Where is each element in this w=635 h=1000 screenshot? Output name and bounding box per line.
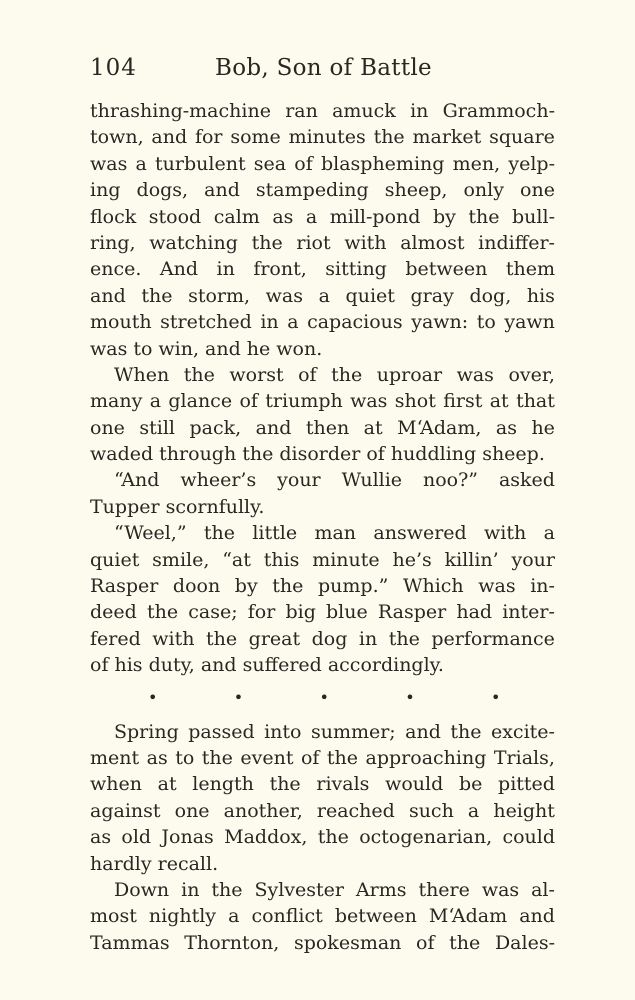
running-title: Bob, Son of Battle: [215, 55, 432, 81]
text-line: “And wheer’s your Wullie noo?” asked: [114, 469, 555, 492]
paragraph: [90, 520, 555, 678]
text-line: was to win, and he won.: [90, 337, 323, 360]
section-break-dot: •: [405, 687, 415, 707]
section-break-dot: •: [148, 687, 158, 707]
text-line: ring, watching the riot with almost indiffer-: [90, 231, 555, 254]
text-line: of his duty, and suffered accordingly.: [90, 654, 444, 677]
paragraph: [90, 467, 555, 520]
text-line: many a glance of triumph was shot first at that: [90, 390, 555, 413]
body-text: [90, 98, 555, 956]
text-line: Down in the Sylvester Arms there was al-: [114, 878, 555, 901]
text-line: ment as to the event of the approaching Trials,: [90, 746, 555, 769]
text-line: most nightly a conflict between M‘Adam and: [90, 905, 555, 928]
paragraph: [90, 877, 555, 956]
text-line: was a turbulent sea of blaspheming men, yelp-: [90, 152, 555, 175]
text-line: town, and for some minutes the market square: [90, 126, 555, 149]
text-line: one still pack, and then at M‘Adam, as he: [90, 416, 555, 439]
text-line: Tupper scornfully.: [90, 495, 265, 518]
text-line: Tammas Thornton, spokesman of the Dales-: [90, 931, 555, 954]
text-line: Spring passed into summer; and the excite-: [114, 720, 555, 743]
text-line: flock stood calm as a mill-pond by the bull-: [90, 205, 555, 228]
text-line: hardly recall.: [90, 852, 219, 875]
section-break-dot: •: [319, 687, 329, 707]
running-head: [90, 50, 555, 86]
paragraph: [90, 98, 555, 362]
text-line: when at length the rivals would be pitted: [90, 773, 555, 796]
section-break-dot: •: [491, 687, 501, 707]
text-line: thrashing-machine ran amuck in Grammoch-: [90, 100, 555, 122]
text-line: “Weel,” the little man answered with a: [114, 522, 555, 545]
text-line: mouth stretched in a capacious yawn: to yawn: [90, 311, 555, 334]
section-break: [90, 685, 555, 711]
text-line: waded through the disorder of huddling sheep.: [90, 443, 545, 466]
text-line: as old Jonas Maddox, the octogenarian, could: [90, 826, 555, 849]
paragraph: [90, 719, 555, 877]
page-number: 104: [90, 55, 137, 81]
text-line: Rasper doon by the pump.” Which was in-: [90, 575, 555, 598]
text-line: fered with the great dog in the performance: [90, 627, 555, 650]
text-line: When the worst of the uproar was over,: [114, 363, 555, 386]
text-line: and the storm, was a quiet gray dog, his: [90, 284, 555, 307]
paragraph: [90, 362, 555, 468]
text-line: quiet smile, “at this minute he’s killin’ your: [90, 548, 555, 571]
text-line: deed the case; for big blue Rasper had inter-: [90, 601, 555, 624]
text-line: ing dogs, and stampeding sheep, only one: [90, 179, 555, 202]
section-break-dot: •: [233, 687, 244, 707]
text-line: ence. And in front, sitting between them: [90, 258, 555, 281]
text-line: against one another, reached such a height: [90, 799, 555, 822]
